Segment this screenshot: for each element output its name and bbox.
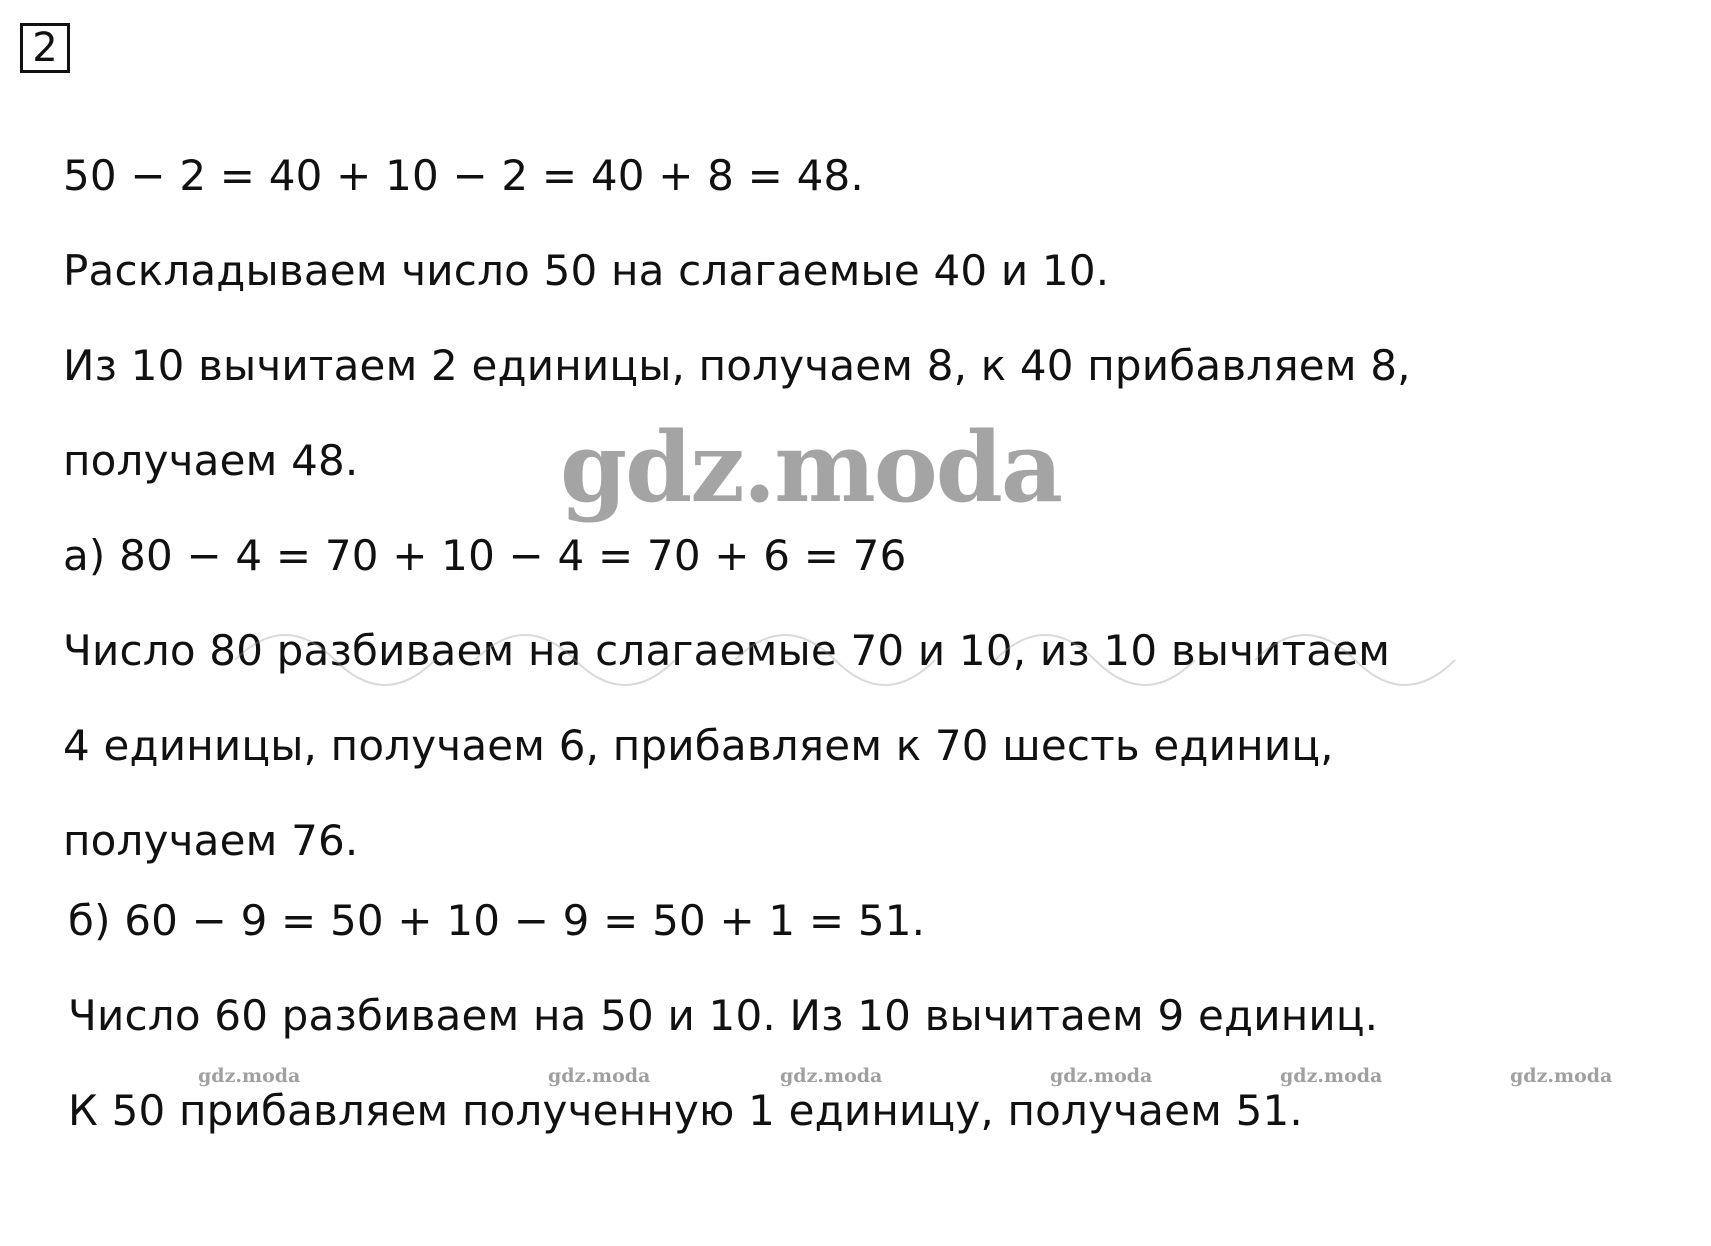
solution-line-8: получаем 76. bbox=[63, 816, 359, 865]
solution-line-4: получаем 48. bbox=[63, 436, 359, 485]
solution-line-11: К 50 прибавляем полученную 1 единицу, получаем 51. bbox=[68, 1086, 1303, 1135]
watermark-small-5: gdz.moda bbox=[1280, 1065, 1383, 1087]
solution-line-3: Из 10 вычитаем 2 единицы, получаем 8, к 40 прибавляем 8, bbox=[63, 341, 1411, 390]
task-number-box bbox=[20, 23, 70, 73]
solution-line-2: Раскладываем число 50 на слагаемые 40 и 10. bbox=[63, 246, 1110, 295]
solution-line-9: б) 60 − 9 = 50 + 10 − 9 = 50 + 1 = 51. bbox=[68, 896, 926, 945]
watermark-small-2: gdz.moda bbox=[548, 1065, 651, 1087]
watermark-main: gdz.moda bbox=[560, 411, 1062, 524]
solution-line-5: а) 80 − 4 = 70 + 10 − 4 = 70 + 6 = 76 bbox=[63, 531, 907, 580]
watermark-small-6: gdz.moda bbox=[1510, 1065, 1613, 1087]
solution-line-10: Число 60 разбиваем на 50 и 10. Из 10 вычитаем 9 единиц. bbox=[68, 991, 1379, 1040]
watermark-small-3: gdz.moda bbox=[780, 1065, 883, 1087]
solution-line-1: 50 − 2 = 40 + 10 − 2 = 40 + 8 = 48. bbox=[63, 151, 864, 200]
watermark-small-4: gdz.moda bbox=[1050, 1065, 1153, 1087]
solution-line-7: 4 единицы, получаем 6, прибавляем к 70 шесть единиц, bbox=[63, 721, 1334, 770]
solution-line-6: Число 80 разбиваем на слагаемые 70 и 10, из 10 вычитаем bbox=[63, 626, 1391, 675]
task-number: 2 bbox=[32, 25, 58, 71]
watermark-small-1: gdz.moda bbox=[198, 1065, 301, 1087]
